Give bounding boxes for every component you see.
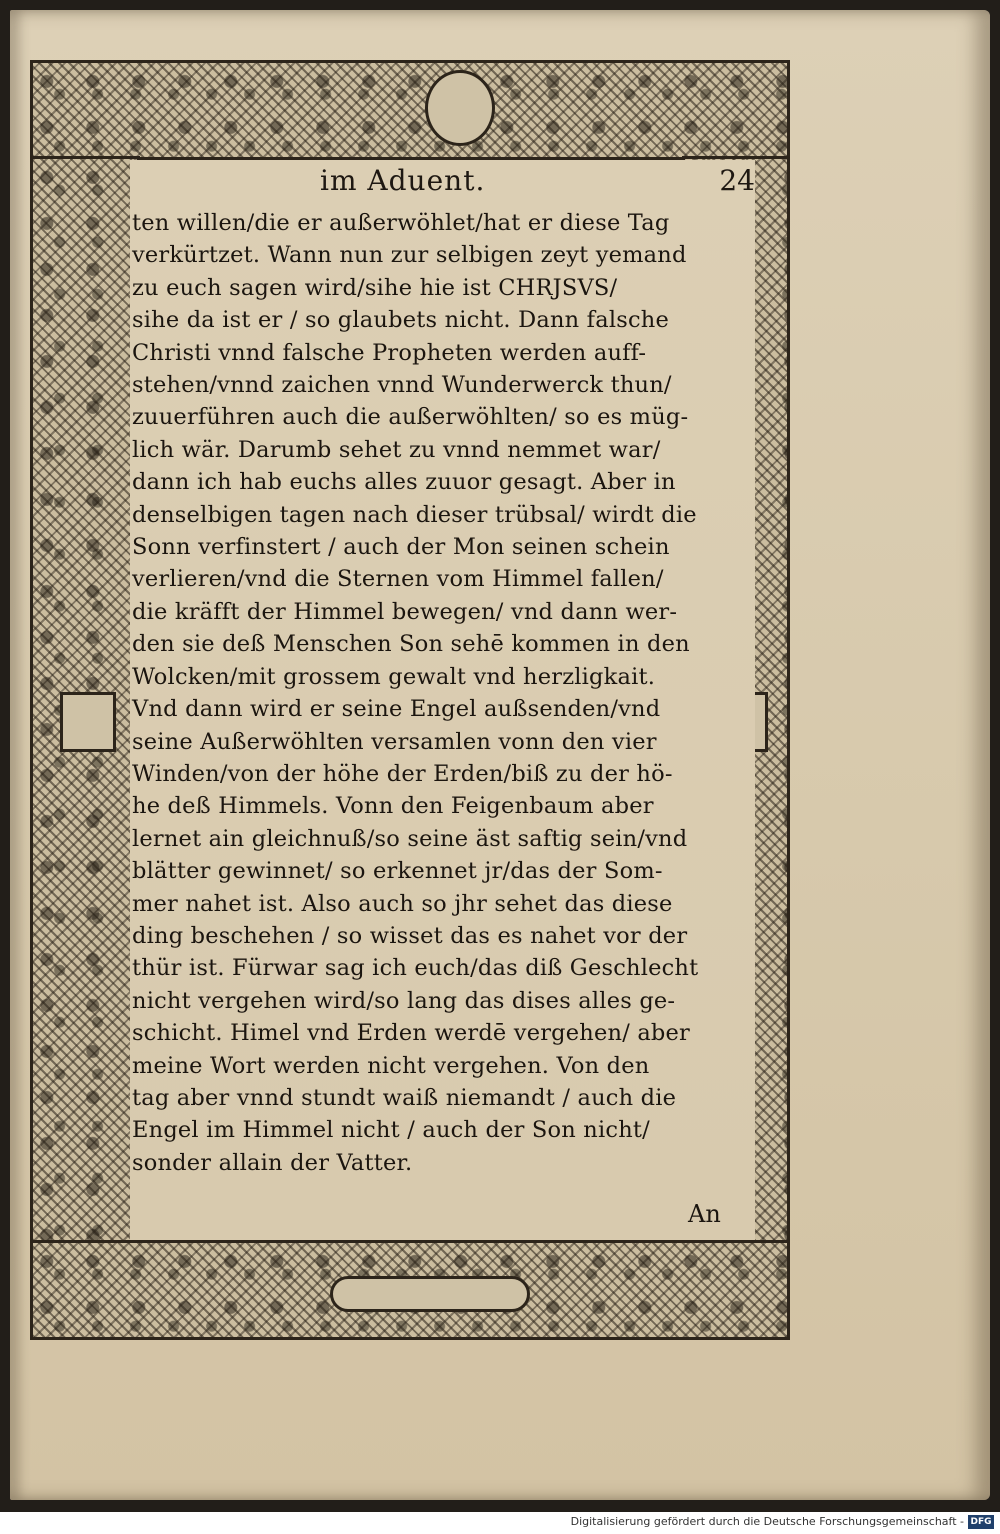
text-line: ding beschehen / so wisset das es nahet vor der bbox=[132, 922, 688, 949]
text-line: dann ich hab euchs alles zuuor gesagt. Aber in bbox=[132, 469, 676, 496]
text-line: Wolcken/mit grossem gewalt vnd herzligkait. bbox=[132, 663, 656, 690]
text-line: lernet ain gleichnuß/so seine äst saftig sein/vnd bbox=[132, 825, 688, 852]
text-line: schicht. Himel vnd Erden werdē vergehen/ aber bbox=[132, 1020, 691, 1047]
running-head-title: im Aduent. bbox=[320, 164, 486, 197]
text-line: blätter gewinnet/ so erkennet jr/das der Som- bbox=[132, 858, 663, 885]
text-line: stehen/vnnd zaichen vnnd Wunderwerck thun/ bbox=[132, 372, 672, 399]
text-line: den sie deß Menschen Son sehē kommen in den bbox=[132, 631, 690, 658]
text-line: mer nahet ist. Also auch so jhr sehet das diese bbox=[132, 890, 673, 917]
text-line: he deß Himmels. Vonn den Feigenbaum aber bbox=[132, 793, 654, 820]
text-line: Christi vnnd falsche Propheten werden auff- bbox=[132, 339, 647, 366]
text-line: die kräfft der Himmel bewegen/ vnd dann wer- bbox=[132, 598, 678, 625]
text-line: nicht vergehen wird/so lang das dises alles ge- bbox=[132, 987, 676, 1014]
catchword: An bbox=[688, 1200, 721, 1228]
left-cross-box-ornament bbox=[60, 692, 116, 752]
text-line: lich wär. Darumb sehet zu vnnd nemmet war/ bbox=[132, 436, 661, 463]
text-line: tag aber vnnd stundt waiß niemandt / auch die bbox=[132, 1084, 677, 1111]
text-line: verkürtzet. Wann nun zur selbigen zeyt yemand bbox=[132, 242, 687, 269]
cherub-head-ornament bbox=[425, 70, 495, 146]
oval-cartouche-ornament bbox=[330, 1276, 530, 1312]
body-text bbox=[132, 207, 764, 1179]
page-number: 24 bbox=[719, 164, 755, 197]
text-line: zuuerführen auch die außerwöhlten/ so es müg- bbox=[132, 404, 689, 431]
text-line: meine Wort werden nicht vergehen. Von den bbox=[132, 1052, 650, 1079]
digitization-footer bbox=[0, 1512, 1000, 1534]
text-line: seine Außerwöhlten versamlen vonn den vier bbox=[132, 728, 657, 755]
text-line: Sonn verfinstert / auch der Mon seinen schein bbox=[132, 534, 670, 561]
text-line: Vnd dann wird er seine Engel außsenden/vnd bbox=[132, 696, 661, 723]
text-line: zu euch sagen wird/sihe hie ist CHRJSVS/ bbox=[132, 274, 618, 301]
text-line: denselbigen tagen nach dieser trübsal/ wirdt die bbox=[132, 501, 697, 528]
running-head bbox=[130, 162, 755, 202]
text-line: verlieren/vnd die Sternen vom Himmel fallen/ bbox=[132, 566, 664, 593]
funding-note: Digitalisierung gefördert durch die Deutsche Forschungsgemeinschaft - bbox=[570, 1515, 964, 1528]
text-line: sonder allain der Vatter. bbox=[132, 1149, 413, 1176]
border-top-ornament bbox=[30, 60, 790, 160]
text-line: Engel im Himmel nicht / auch der Son nicht/ bbox=[132, 1117, 650, 1144]
text-line: thür ist. Fürwar sag ich euch/das diß Geschlecht bbox=[132, 955, 699, 982]
dfg-logo: DFG bbox=[968, 1515, 994, 1529]
text-line: Winden/von der höhe der Erden/biß zu der hö- bbox=[132, 760, 673, 787]
text-line: sihe da ist er / so glaubets nicht. Dann falsche bbox=[132, 307, 669, 334]
text-line: ten willen/die er außerwöhlet/hat er diese Tag bbox=[132, 210, 670, 236]
